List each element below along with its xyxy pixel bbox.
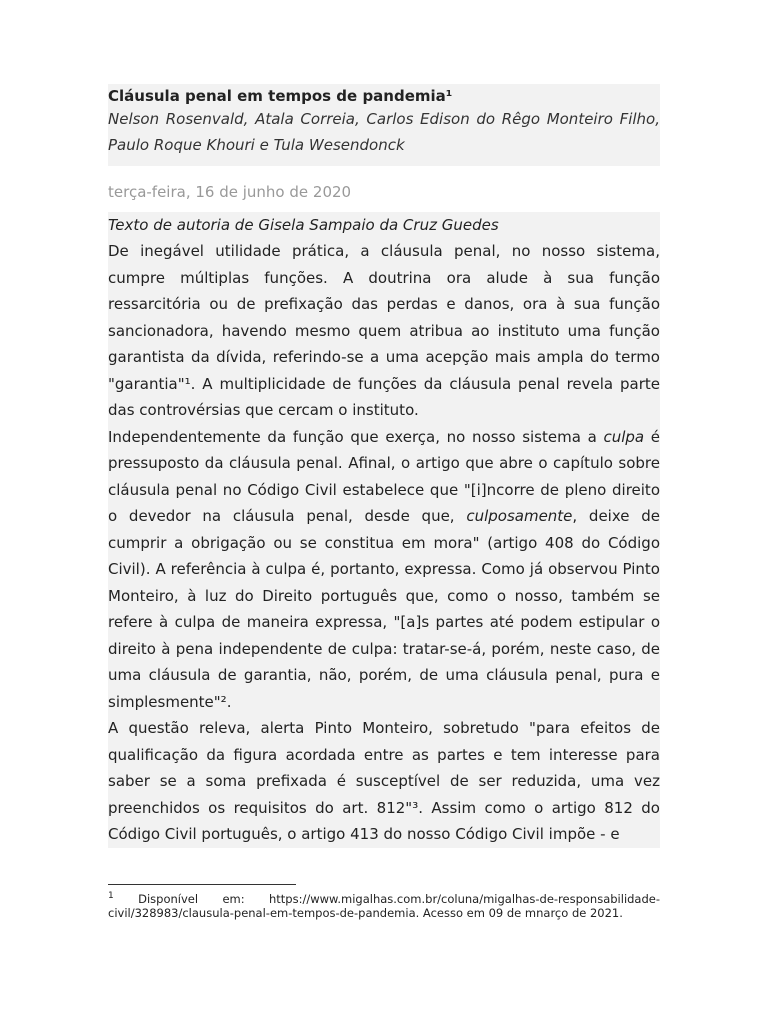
footnote-separator <box>108 884 296 885</box>
footnote <box>108 892 660 920</box>
paragraph-2-part-c: é pressuposto da cláusula penal. Afinal, o artigo que abre o capítulo sobre cláusula penal no Código Civil estabelece que "[i]ncorre de pleno direito o devedor na cláusula penal, desde que, <box>108 427 660 525</box>
article-date: terça-feira, 16 de junho de 2020 <box>108 178 660 212</box>
article-byline: Texto de autoria de Gisela Sampaio da Cruz Guedes <box>108 216 499 234</box>
paragraph-1: De inegável utilidade prática, a cláusula penal, no nosso sistema, cumpre múltiplas funções. A doutrina ora alude à sua função ressarcitória ou de prefixação das perdas e danos, ora à sua função sancionadora, havendo mesmo quem atribua ao instituto uma função garantista da dívida, referindo-se a uma acepção mais ampla do termo "garantia"¹. A multiplicidade de funções da cláusula penal revela parte das controvérsias que cercam o instituto. <box>108 242 660 419</box>
paragraph-2-part-a: Independentemente da função que exerça, no nosso sistema a <box>108 427 604 446</box>
footnote-text: Disponível em: https://www.migalhas.com.br/coluna/migalhas-de-responsabilidade-civil/328983/clausula-penal-em-tempos-de-pandemia. Acesso em 09 de mnarço de 2021. <box>108 892 661 920</box>
article-content <box>108 212 660 848</box>
article-page <box>108 84 660 848</box>
paragraph-2 <box>108 424 660 716</box>
paragraph-3: A questão releva, alerta Pinto Monteiro, sobretudo "para efeitos de qualificação da figura acordada entre as partes e tem interesse para saber se a soma prefixada é susceptível de ser reduzida, uma vez preenchidos os requisitos do art. 812"³. Assim como o artigo 812 do Código Civil português, o artigo 413 do nosso Código Civil impõe - e <box>108 719 660 843</box>
paragraph-2-emphasis-culposamente: culposamente <box>466 507 573 525</box>
article-authors: Nelson Rosenvald, Atala Correia, Carlos Edison do Rêgo Monteiro Filho, Paulo Roque Khouri e Tula Wesendonck <box>108 110 660 154</box>
article-header <box>108 84 660 166</box>
paragraph-2-emphasis-culpa: culpa <box>603 427 645 446</box>
footnote-marker: 1 <box>108 891 114 902</box>
article-body <box>108 238 660 848</box>
paragraph-2-part-e: , deixe de cumprir a obrigação ou se constitua em mora" (artigo 408 do Código Civil). A referência à culpa é, portanto, expressa. Como já observou Pinto Monteiro, à luz do Direito português que, como o nosso, também se refere à culpa de maneira expressa, "[a]s partes até podem estipular o direito à pena independente de culpa: tratar-se-á, porém, neste caso, de uma cláusula de garantia, não, porém, de uma cláusula penal, pura e simplesmente"². <box>108 507 660 711</box>
header-spacer <box>108 166 660 178</box>
article-title: Cláusula penal em tempos de pandemia¹ <box>108 87 453 105</box>
